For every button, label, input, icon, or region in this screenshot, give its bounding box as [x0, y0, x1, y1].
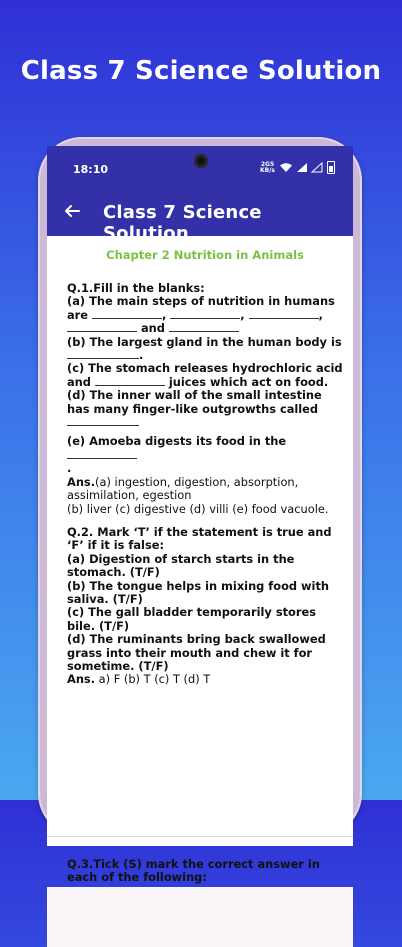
q1-a-and: and — [140, 321, 165, 336]
back-arrow-icon[interactable] — [63, 202, 81, 220]
q2-answer — [67, 673, 343, 686]
status-time: 18:10 — [73, 163, 109, 176]
status-bar — [47, 146, 353, 190]
question-1 — [67, 282, 343, 516]
q2-heading: Q.2. Mark ‘T’ if the statement is true and ‘F’ if it is false: — [67, 524, 332, 553]
q1-answer-text-2: (b) liver (c) digestive (d) villi (e) food vacuole. — [67, 501, 329, 516]
q3-heading: Q.3.Tick (S) mark the correct answer in each of the following: — [67, 857, 320, 884]
blank — [67, 416, 139, 426]
cell-signal-icon — [297, 163, 307, 172]
camera-cutout — [194, 154, 208, 168]
app-bar — [47, 190, 353, 244]
q2-answer-label: Ans. — [67, 672, 96, 687]
q1-a-sep: , — [318, 307, 323, 322]
q1-b-end: . — [139, 348, 144, 363]
q1-a-sep: , — [162, 307, 167, 322]
app-title: Class 7 Science Solution — [103, 202, 262, 244]
q1-c-text-2: juices which act on food. — [168, 374, 329, 389]
blank — [92, 309, 162, 319]
q2-b: (b) The tongue helps in mixing food with saliva. (T/F) — [67, 578, 330, 606]
q1-d-text: (d) The inner wall of the small intestine has many finger-like outgrowths called — [67, 388, 322, 416]
phone-frame — [38, 137, 362, 884]
q1-b — [67, 336, 343, 363]
promo-title: Class 7 Science Solution — [20, 56, 382, 86]
battery-icon — [327, 161, 335, 174]
q1-a-text: (a) The main steps of nutrition in humans are — [67, 294, 335, 322]
cell-signal-icon-2 — [312, 163, 322, 172]
phone-screen — [47, 146, 353, 884]
q2-d: (d) The ruminants bring back swallowed grass into their mouth and chew it for sometime. (T/F) — [67, 632, 326, 673]
q1-b-text: (b) The largest gland in the human body is — [67, 334, 342, 349]
wifi-icon — [280, 163, 292, 172]
q2-answer-text: a) F (b) T (c) T (d) T — [95, 672, 211, 687]
q1-heading: Q.1.Fill in the blanks: — [67, 281, 205, 295]
q2-c: (c) The gall bladder temporarily stores bile. (T/F) — [67, 605, 316, 633]
bottom-bar — [47, 887, 353, 947]
blank — [169, 322, 239, 332]
blank — [67, 322, 137, 332]
q1-a-sep: , — [240, 307, 245, 322]
q2-a: (a) Digestion of starch starts in the stomach. (T/F) — [67, 551, 295, 580]
question-2 — [67, 526, 343, 687]
status-icons — [260, 161, 335, 174]
q1-answer-label: Ans. — [67, 474, 96, 489]
q1-d — [67, 389, 343, 429]
blank — [95, 376, 165, 386]
q1-e-end: . — [67, 461, 72, 476]
chapter-title: Chapter 2 Nutrition in Animals — [106, 248, 304, 262]
divider — [47, 836, 353, 837]
content-area — [47, 248, 353, 687]
q1-answer — [67, 476, 343, 516]
q1-a — [67, 295, 343, 335]
q1-answer-text: (a) ingestion, digestion, absorption, assimilation, egestion — [67, 474, 299, 503]
q1-c-text: (c) The stomach releases hydrochloric acid and — [67, 361, 343, 389]
q1-c — [67, 362, 343, 389]
q1-e-text: (e) Amoeba digests its food in the — [67, 434, 287, 449]
blank — [249, 309, 319, 319]
q1-e — [67, 435, 343, 475]
blank — [170, 309, 240, 319]
blank — [67, 349, 139, 359]
network-speed-indicator: 2G5 KB/s — [260, 160, 275, 174]
blank — [67, 449, 137, 459]
